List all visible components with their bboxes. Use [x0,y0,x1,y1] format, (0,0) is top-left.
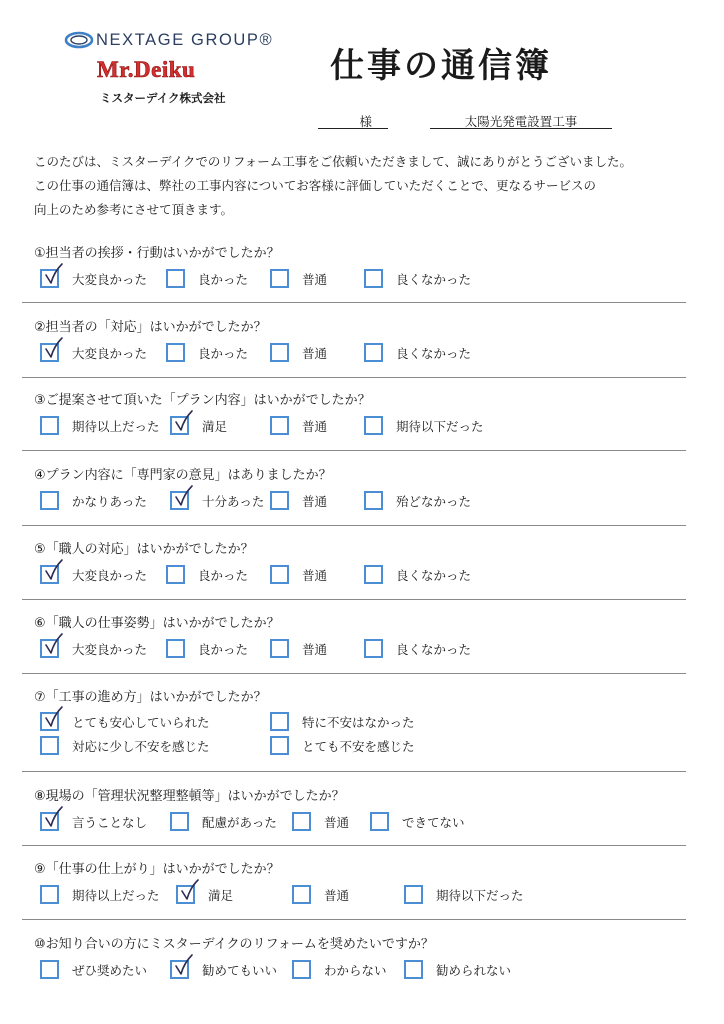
intro-line: このたびは、ミスターデイクでのリフォーム工事をご依頼いただきまして、誠にありがとうございました。 [34,154,633,169]
option-label: 期待以上だった [72,887,160,903]
checkbox[interactable] [170,812,189,831]
divider [22,450,686,451]
option-label: 普通 [324,887,350,903]
checkbox[interactable] [40,960,59,979]
option[interactable] [170,960,277,979]
company-name: ミスターデイク株式会社 [100,91,226,105]
option[interactable] [364,343,471,362]
divider [22,377,686,378]
option[interactable] [364,565,471,584]
check-mark-icon [41,805,65,831]
check-mark-icon [41,336,65,362]
checkbox[interactable] [170,416,189,435]
option-label: 良かった [198,345,249,361]
brand-logo: Mr.Deiku [97,57,196,82]
question-title: ⑦「工事の進め方」はいかがでしたか？ [34,690,267,705]
option[interactable] [270,269,327,288]
option[interactable] [40,565,147,584]
option-label: 大変良かった [72,567,148,583]
checkbox[interactable] [166,565,185,584]
checkbox[interactable] [170,491,189,510]
option-label: 大変良かった [72,345,148,361]
option[interactable] [370,812,465,831]
option[interactable] [270,565,327,584]
question-title: ⑧現場の「管理状況整理整頓等」はいかがでしたか？ [34,789,345,804]
option[interactable] [40,885,160,904]
question-title: ④プラン内容に「専門家の意見」はありましたか？ [34,468,332,483]
option-label: 良くなかった [396,641,472,657]
option-label: 普通 [302,345,328,361]
option[interactable] [270,639,327,658]
checkbox[interactable] [40,639,59,658]
option[interactable] [40,343,147,362]
intro-line: この仕事の通信簿は、弊社の工事内容についてお客様に評価していただくことで、更なるサービスの [34,178,597,193]
intro-text [34,150,634,222]
checkbox[interactable] [364,343,383,362]
checkbox[interactable] [40,269,59,288]
option[interactable] [40,491,147,510]
option-label: 配慮があった [202,814,277,830]
option-label: 普通 [302,493,328,509]
project-name: 太陽光発電設置工事 [464,114,578,129]
divider [22,302,686,303]
check-mark-icon [171,953,195,979]
checkbox[interactable] [40,565,59,584]
option[interactable] [40,639,147,658]
option-label: 言うことなし [72,814,148,830]
honorific-label: 様 [359,114,372,129]
option-label: 普通 [302,271,328,287]
checkbox[interactable] [40,812,59,831]
question-title: ③ご提案させて頂いた「プラン内容」はいかがでしたか？ [34,393,371,408]
option[interactable] [166,639,248,658]
question-title: ⑨「仕事の仕上がり」はいかがでしたか？ [34,862,280,877]
checkbox[interactable] [370,812,389,831]
option-label: 満足 [202,418,228,434]
option[interactable] [270,736,415,755]
option[interactable] [292,960,387,979]
checkbox[interactable] [292,812,311,831]
checkbox[interactable] [364,491,383,510]
option-label: 特に不安はなかった [302,714,415,730]
checkbox[interactable] [40,736,59,755]
checkbox[interactable] [270,712,289,731]
option[interactable] [364,639,471,658]
option-label: 十分あった [202,493,265,509]
check-mark-icon [177,878,201,904]
option-label: 殆どなかった [396,493,472,509]
checkbox[interactable] [364,639,383,658]
option[interactable] [40,960,147,979]
option-label: わからない [324,962,387,978]
option[interactable] [270,343,327,362]
option[interactable] [292,885,349,904]
option[interactable] [40,416,160,435]
option[interactable] [166,565,248,584]
question-title: ①担当者の挨拶・行動はいかがでしたか？ [34,246,280,261]
divider [22,845,686,846]
checkbox[interactable] [40,885,59,904]
divider [22,771,686,772]
option-label: 期待以下だった [396,418,484,434]
checkbox[interactable] [40,343,59,362]
check-mark-icon [41,632,65,658]
checkbox[interactable] [364,416,383,435]
checkbox[interactable] [166,639,185,658]
option-label: 期待以上だった [72,418,160,434]
option-label: 良かった [198,641,249,657]
nextage-logo-icon [64,30,94,50]
option-label: 勧めてもいい [202,962,278,978]
check-mark-icon [41,558,65,584]
checkbox[interactable] [270,736,289,755]
checkbox[interactable] [270,269,289,288]
option-label: 普通 [302,567,328,583]
option[interactable] [170,416,227,435]
option-label: 良かった [198,567,249,583]
option[interactable] [364,416,484,435]
checkbox[interactable] [270,639,289,658]
option[interactable] [166,269,248,288]
question-title: ⑥「職人の仕事姿勢」はいかがでしたか？ [34,616,280,631]
option-label: 普通 [302,418,328,434]
check-mark-icon [41,705,65,731]
option[interactable] [404,885,524,904]
option-label: 普通 [324,814,350,830]
question-title: ⑩お知り合いの方にミスターデイクのリフォームを奨めたいですか？ [34,937,434,952]
intro-line: 向上のため参考にさせて頂きます。 [34,202,234,217]
option-label: 勧められない [436,962,512,978]
option-label: 対応に少し不安を感じた [72,738,210,754]
checkbox[interactable] [166,343,185,362]
option-label: かなりあった [72,493,147,509]
checkbox[interactable] [40,491,59,510]
option-label: とても不安を感じた [302,738,415,754]
option-label: 普通 [302,641,328,657]
option-label: ぜひ奨めたい [72,962,148,978]
checkbox[interactable] [270,491,289,510]
checkbox[interactable] [40,416,59,435]
option[interactable] [364,491,471,510]
group-name: NEXTAGE GROUP® [96,31,274,49]
checkbox[interactable] [364,269,383,288]
divider [22,919,686,920]
checkbox[interactable] [364,565,383,584]
option[interactable] [166,343,248,362]
question-title: ②担当者の「対応」はいかがでしたか？ [34,320,267,335]
option[interactable] [40,269,147,288]
checkbox[interactable] [404,885,423,904]
divider [22,673,686,674]
option-label: 良かった [198,271,249,287]
check-mark-icon [171,409,195,435]
checkbox[interactable] [270,565,289,584]
checkbox[interactable] [40,712,59,731]
divider [22,525,686,526]
checkbox[interactable] [270,343,289,362]
option-label: できてない [402,814,465,830]
option[interactable] [40,812,147,831]
checkbox[interactable] [292,885,311,904]
option-label: 良くなかった [396,567,472,583]
divider [22,599,686,600]
option[interactable] [176,885,233,904]
checkbox[interactable] [170,960,189,979]
checkbox[interactable] [176,885,195,904]
checkbox[interactable] [166,269,185,288]
checkbox[interactable] [404,960,423,979]
option[interactable] [270,416,327,435]
option[interactable] [364,269,471,288]
checkbox[interactable] [292,960,311,979]
option[interactable] [40,736,210,755]
option-label: とても安心していられた [72,714,210,730]
customer-name-field [318,112,388,129]
page-title: 仕事の通信簿 [330,46,552,86]
option[interactable] [270,712,415,731]
option[interactable] [40,712,210,731]
option-label: 良くなかった [396,271,472,287]
check-mark-icon [41,262,65,288]
option-label: 満足 [208,887,234,903]
question-title: ⑤「職人の対応」はいかがでしたか？ [34,542,254,557]
option[interactable] [404,960,511,979]
project-name-field [430,112,612,129]
option-label: 良くなかった [396,345,472,361]
checkbox[interactable] [270,416,289,435]
option-label: 期待以下だった [436,887,524,903]
option-label: 大変良かった [72,641,148,657]
option[interactable] [270,491,327,510]
option[interactable] [170,812,277,831]
option-label: 大変良かった [72,271,148,287]
option[interactable] [170,491,264,510]
option[interactable] [292,812,349,831]
check-mark-icon [171,484,195,510]
